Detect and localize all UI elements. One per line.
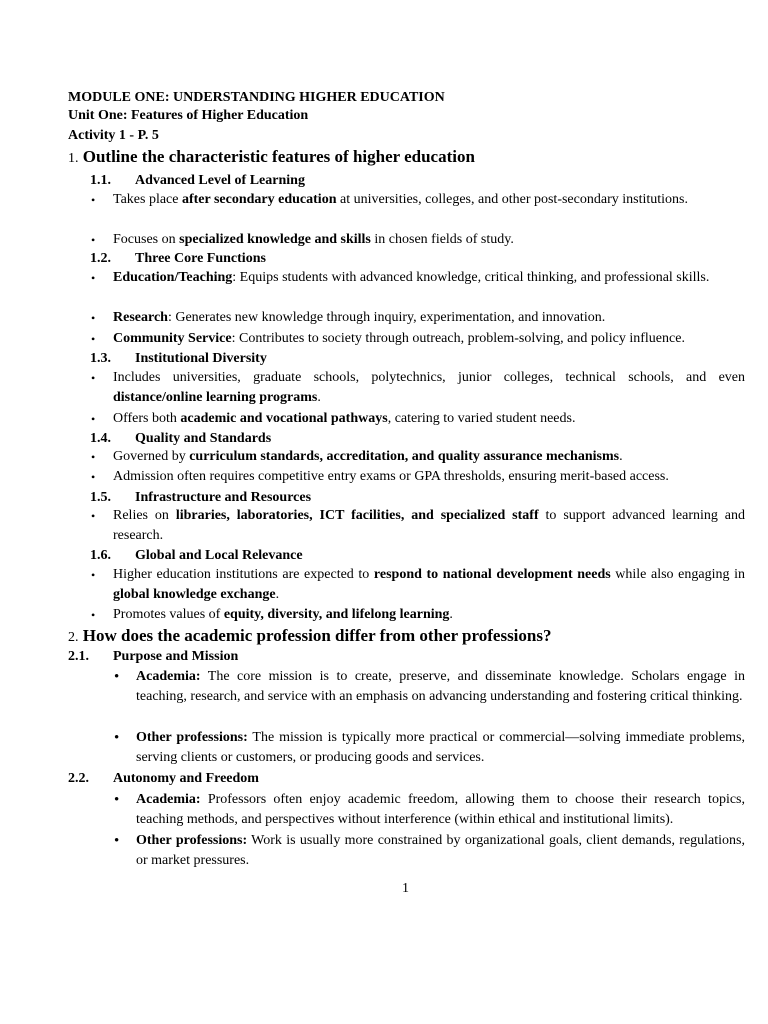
bullet-icon: • xyxy=(91,332,96,346)
question-2-number: 2. xyxy=(68,630,79,645)
bullet-icon: • xyxy=(91,271,96,285)
list-item: Higher education institutions are expected to respond to national development needs while also engaging in global knowledge exchange. xyxy=(113,567,745,602)
page-number: 1 xyxy=(402,881,409,896)
bullet-icon: • xyxy=(91,371,96,385)
list-item: Relies on libraries, laboratories, ICT facilities, and specialized staff to support advanced learning and research. xyxy=(113,508,746,543)
bullet-icon: • xyxy=(114,730,120,746)
bullet-icon: • xyxy=(91,311,96,325)
list-item: Research: Generates new knowledge through inquiry, experimentation, and innovation. xyxy=(113,310,606,325)
bullet-icon: • xyxy=(91,412,96,426)
section-heading-1-4: 1.4. Quality and Standards xyxy=(90,431,272,446)
activity-label: Activity 1 - P. 5 xyxy=(68,128,159,143)
list-item: Other professions: The mission is typically more practical or commercial—solving immediate problems, serving clients or customers, or producing goods and services. xyxy=(136,730,745,765)
list-item: Academia: The core mission is to create, preserve, and disseminate knowledge. Scholars engage in teaching, research, and service with an emphasis on advancing understanding and fostering critical thinking. xyxy=(136,669,745,704)
bullet-icon: • xyxy=(91,193,96,207)
question-2-text: How does the academic profession differ from other professions? xyxy=(82,626,552,645)
section-heading-1-5: 1.5. Infrastructure and Resources xyxy=(90,490,312,505)
unit-title: Unit One: Features of Higher Education xyxy=(68,108,309,123)
list-item: Community Service: Contributes to society through outreach, problem-solving, and policy influence. xyxy=(113,331,685,346)
section-heading-2-2: 2.2. Autonomy and Freedom xyxy=(68,771,259,786)
list-item: Promotes values of equity, diversity, and lifelong learning. xyxy=(113,607,453,622)
list-item: Governed by curriculum standards, accreditation, and quality assurance mechanisms. xyxy=(113,449,623,464)
list-item: Admission often requires competitive entry exams or GPA thresholds, ensuring merit-based access. xyxy=(113,469,669,484)
bullet-icon: • xyxy=(114,669,120,685)
bullet-icon: • xyxy=(114,833,120,849)
question-2 xyxy=(68,626,551,648)
list-item: Academia: Professors often enjoy academic freedom, allowing them to choose their research topics, teaching methods, and perspectives without interference (within ethical and institutional limits). xyxy=(136,792,745,827)
section-heading-1-6: 1.6. Global and Local Relevance xyxy=(90,548,303,563)
list-item: Other professions: Work is usually more constrained by organizational goals, client demands, regulations, or market pressures. xyxy=(136,833,745,868)
list-item: Includes universities, graduate schools, polytechnics, junior colleges, technical schools, and even distance/online learning programs. xyxy=(113,370,745,405)
bullet-icon: • xyxy=(91,233,96,247)
module-title: MODULE ONE: UNDERSTANDING HIGHER EDUCATION xyxy=(68,90,445,105)
section-heading-1-1: 1.1. Advanced Level of Learning xyxy=(90,173,305,188)
bullet-icon: • xyxy=(91,450,96,464)
list-item: Offers both academic and vocational pathways, catering to varied student needs. xyxy=(113,411,576,426)
bullet-icon: • xyxy=(114,792,120,808)
list-item: Focuses on specialized knowledge and skills in chosen fields of study. xyxy=(113,232,514,247)
section-heading-1-2: 1.2. Three Core Functions xyxy=(90,251,266,266)
question-1-number: 1. xyxy=(68,151,79,166)
section-heading-1-3: 1.3. Institutional Diversity xyxy=(90,351,267,366)
bullet-icon: • xyxy=(91,608,96,622)
list-item: Education/Teaching: Equips students with advanced knowledge, critical thinking, and professional skills. xyxy=(113,270,710,285)
question-1-text: Outline the characteristic features of higher education xyxy=(82,147,475,166)
bullet-icon: • xyxy=(91,568,96,582)
question-1 xyxy=(68,147,475,169)
list-item: Takes place after secondary education at universities, colleges, and other post-secondary institutions. xyxy=(113,192,688,207)
section-heading-2-1: 2.1. Purpose and Mission xyxy=(68,649,239,664)
bullet-icon: • xyxy=(91,509,96,523)
bullet-icon: • xyxy=(91,470,96,484)
